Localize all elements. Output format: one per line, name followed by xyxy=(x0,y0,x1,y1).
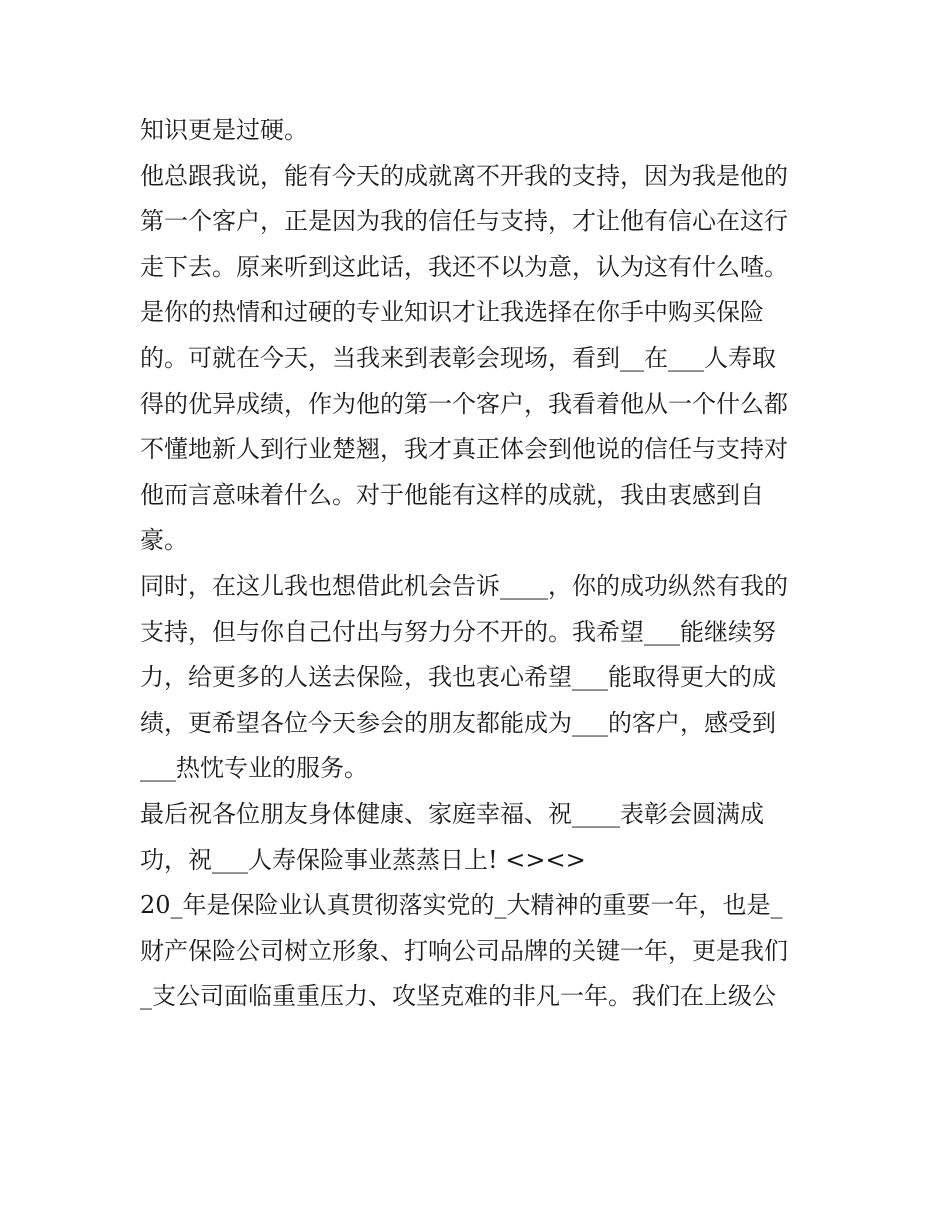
text-line: 支持，但与你自己付出与努力分不开的。我希望___能继续努 xyxy=(140,617,776,646)
text-line: 最后祝各位朋友身体健康、家庭幸福、祝____表彰会圆满成 xyxy=(140,799,764,828)
text-line: 功，祝___人寿保险事业蒸蒸日上! <><> xyxy=(140,845,586,874)
text-line: ___热忱专业的服务。 xyxy=(140,754,368,783)
text-line: 同时，在这儿我也想借此机会告诉____，你的成功纵然有我的 xyxy=(140,571,788,600)
text-line: 第一个客户，正是因为我的信任与支持，才让他有信心在这行 xyxy=(140,207,788,236)
text-line: 他总跟我说，能有今天的成就离不开我的支持，因为我是他的 xyxy=(140,161,788,190)
text-line: 得的优异成绩，作为他的第一个客户，我看着他从一个什么都 xyxy=(140,389,788,418)
text-line: 20_年是保险业认真贯彻落实党的_大精神的重要一年，也是_ xyxy=(140,891,783,920)
text-line: 不懂地新人到行业楚翘，我才真正体会到他说的信任与支持对 xyxy=(140,435,788,464)
text-line: _支公司面临重重压力、攻坚克难的非凡一年。我们在上级公 xyxy=(140,982,776,1011)
text-line: 财产保险公司树立形象、打响公司品牌的关键一年，更是我们 xyxy=(140,936,788,965)
document-body xyxy=(140,108,820,1020)
text-line: 他而言意味着什么。对于他能有这样的成就，我由衷感到自 xyxy=(140,480,764,509)
text-line: 是你的热情和过硬的专业知识才让我选择在你手中购买保险 xyxy=(140,298,764,327)
text-line: 豪。 xyxy=(140,526,188,555)
text-line: 走下去。原来听到这此话，我还不以为意，认为这有什么喳。 xyxy=(140,252,788,281)
text-line: 的。可就在今天，当我来到表彰会现场，看到__在___人寿取 xyxy=(140,343,776,372)
text-line: 绩，更希望各位今天参会的朋友都能成为___的客户，感受到 xyxy=(140,708,776,737)
text-line: 力，给更多的人送去保险，我也衷心希望___能取得更大的成 xyxy=(140,663,776,692)
text-line: 知识更是过硬。 xyxy=(140,116,308,144)
